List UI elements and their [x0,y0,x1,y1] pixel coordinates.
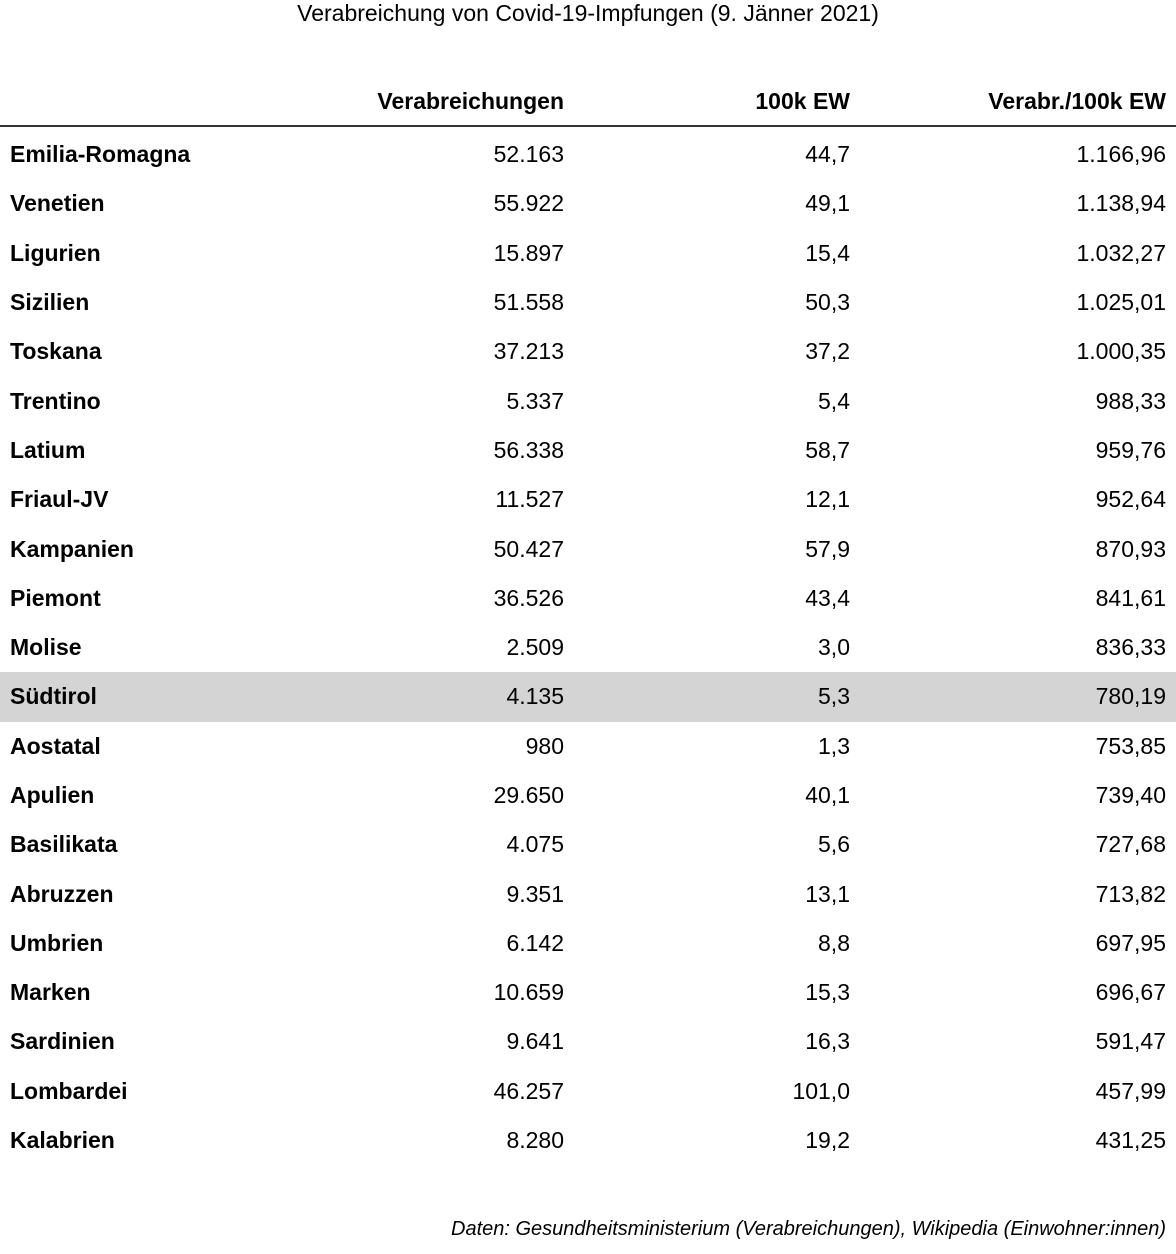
pro100k-cell: 591,47 [1095,1028,1166,1055]
ew100k-cell: 1,3 [818,732,850,759]
verabreichungen-cell: 5.337 [506,387,564,414]
region-cell: Molise [10,634,82,661]
pro100k-cell: 753,85 [1095,732,1166,759]
region-cell: Latium [10,436,86,463]
ew100k-cell: 58,7 [805,436,850,463]
region-cell: Aostatal [10,732,101,759]
verabreichungen-cell: 50.427 [493,535,564,562]
region-cell: Marken [10,979,91,1006]
pro100k-cell: 988,33 [1095,387,1166,414]
header-verabr-pro-100k: Verabr./100k EW [860,78,1176,126]
header-100k-ew: 100k EW [574,78,860,126]
table-row [0,869,1176,918]
header-verabreichungen: Verabreichungen [240,78,574,126]
pro100k-cell: 836,33 [1095,634,1166,661]
region-cell: Basilikata [10,831,118,858]
region-cell: Lombardei [10,1077,128,1104]
ew100k-cell: 12,1 [805,486,850,513]
ew100k-cell: 5,6 [818,831,850,858]
ew100k-cell: 19,2 [805,1127,850,1154]
region-cell: Ligurien [10,239,101,266]
verabreichungen-cell: 980 [525,732,564,759]
verabreichungen-cell: 9.351 [506,880,564,907]
region-cell: Friaul-JV [10,486,109,513]
verabreichungen-cell: 4.135 [240,672,574,721]
table-row [0,229,1176,278]
table-row [0,179,1176,228]
pro100k-cell: 457,99 [1095,1077,1166,1104]
verabreichungen-cell: 8.280 [506,1127,564,1154]
table-row [0,327,1176,376]
verabreichungen-cell: 36.526 [493,584,564,611]
ew100k-cell: 8,8 [818,929,850,956]
region-cell: Venetien [10,190,105,217]
verabreichungen-cell: 6.142 [506,929,564,956]
verabreichungen-cell: 56.338 [493,436,564,463]
table-row [0,919,1176,968]
verabreichungen-cell: 37.213 [493,338,564,365]
ew100k-cell: 37,2 [805,338,850,365]
ew100k-cell: 5,4 [818,387,850,414]
pro100k-cell: 1.025,01 [1076,289,1166,316]
region-cell: Apulien [10,782,95,808]
region-cell: Piemont [10,584,101,611]
pro100k-cell: 739,40 [1095,782,1166,808]
region-cell: Trentino [10,387,101,414]
ew100k-cell: 43,4 [805,584,850,611]
verabreichungen-cell: 10.659 [493,979,564,1006]
pro100k-cell: 431,25 [1095,1127,1166,1154]
ew100k-cell: 15,3 [805,979,850,1006]
table-row [0,1017,1176,1066]
pro100k-cell: 870,93 [1095,535,1166,562]
ew100k-cell: 16,3 [805,1028,850,1055]
ew100k-cell: 40,1 [805,782,850,808]
region-cell: Kalabrien [10,1127,115,1154]
verabreichungen-cell: 2.509 [506,634,564,661]
table-row [0,426,1176,475]
ew100k-cell: 57,9 [805,535,850,562]
source-note: Daten: Gesundheitsministerium (Verabreichungen), Wikipedia (Einwohner:innen) [451,1218,1166,1240]
table-row [0,130,1176,179]
pro100k-cell: 780,19 [860,672,1176,721]
region-cell: Kampanien [10,535,134,562]
table-row [0,1067,1176,1116]
table-row [0,623,1176,672]
region-cell: Abruzzen [10,880,114,907]
ew100k-cell: 50,3 [805,289,850,316]
verabreichungen-cell: 51.558 [493,289,564,316]
pro100k-cell: 952,64 [1095,486,1166,513]
verabreichungen-cell: 55.922 [493,190,564,217]
pro100k-cell: 841,61 [1095,584,1166,611]
ew100k-cell: 101,0 [792,1077,850,1104]
ew100k-cell: 3,0 [818,634,850,661]
header-region [0,78,240,126]
table-row [0,722,1176,771]
ew100k-cell: 15,4 [805,239,850,266]
table-row [0,376,1176,425]
pro100k-cell: 1.000,35 [1076,338,1166,365]
table-body [0,126,1176,1165]
verabreichungen-cell: 4.075 [506,831,564,858]
table-row [0,820,1176,869]
table-row [0,771,1176,820]
table-row [0,968,1176,1017]
region-cell: Toskana [10,338,102,365]
pro100k-cell: 697,95 [1095,929,1166,956]
table-row [0,1116,1176,1165]
pro100k-cell: 727,68 [1095,831,1166,858]
header-row [0,78,1176,126]
region-cell: Emilia-Romagna [10,141,191,168]
pro100k-cell: 696,67 [1095,979,1166,1006]
table-title: Verabreichung von Covid-19-Impfungen (9. Jänner 2021) [297,0,879,26]
ew100k-cell: 49,1 [805,190,850,217]
region-cell: Südtirol [0,672,240,721]
verabreichungen-cell: 52.163 [493,141,564,168]
ew100k-cell: 44,7 [805,141,850,168]
verabreichungen-cell: 29.650 [493,782,564,808]
table-row [0,524,1176,573]
table-row [0,574,1176,623]
pro100k-cell: 959,76 [1095,436,1166,463]
verabreichungen-cell: 9.641 [506,1028,564,1055]
verabreichungen-cell: 46.257 [493,1077,564,1104]
verabreichungen-cell: 15.897 [493,239,564,266]
pro100k-cell: 1.032,27 [1076,239,1166,266]
ew100k-cell: 13,1 [805,880,850,907]
pro100k-cell: 1.166,96 [1076,141,1166,168]
vaccination-table [0,78,1176,1165]
pro100k-cell: 713,82 [1095,880,1166,907]
ew100k-cell: 5,3 [574,672,860,721]
region-cell: Sizilien [10,289,90,316]
region-cell: Umbrien [10,929,104,956]
table-row [0,278,1176,327]
verabreichungen-cell: 11.527 [495,486,564,513]
region-cell: Sardinien [10,1028,115,1055]
table-row [0,475,1176,524]
pro100k-cell: 1.138,94 [1076,190,1166,217]
table-row [0,672,1176,721]
